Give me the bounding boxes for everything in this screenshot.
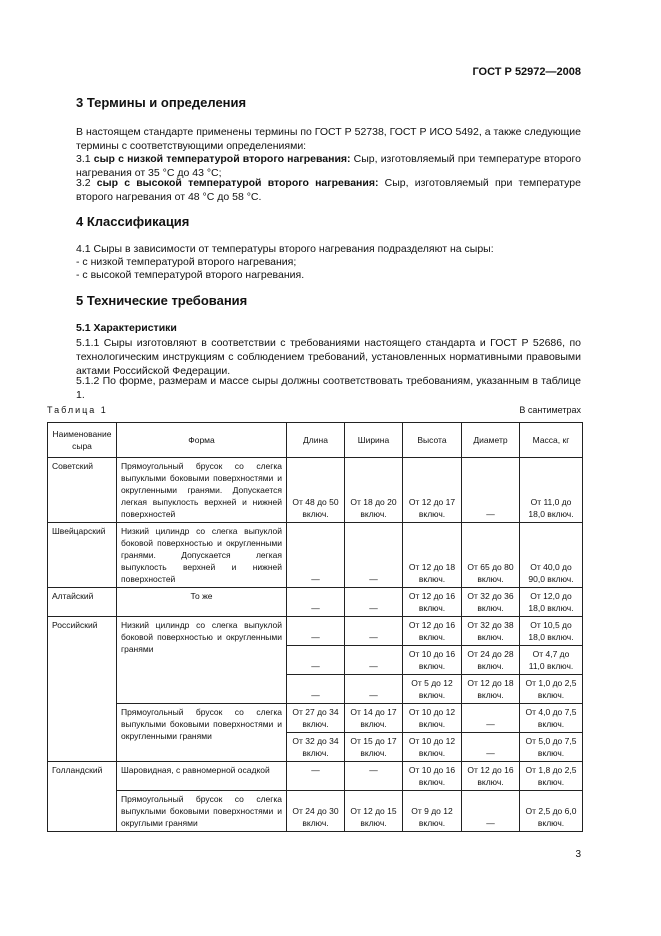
cell-length: — bbox=[287, 646, 345, 675]
cell-diameter: — bbox=[462, 704, 520, 733]
cell-width: — bbox=[345, 523, 403, 588]
cell-height: От 12 до 16 включ. bbox=[403, 588, 462, 617]
table-row bbox=[48, 458, 583, 523]
cell-form: Шаровидная, с равномерной осадкой bbox=[117, 762, 287, 791]
cell-form: Прямоугольный брусок со слегка выпуклыми боковыми поверхностями и округленными гранями bbox=[117, 704, 287, 762]
cell-length: — bbox=[287, 617, 345, 646]
cell-diameter: От 32 до 38 включ. bbox=[462, 617, 520, 646]
cell-name: Советский bbox=[48, 458, 117, 523]
page-number: 3 bbox=[575, 849, 581, 860]
term-number: 3.1 bbox=[76, 153, 91, 165]
cell-mass: От 5,0 до 7,5 включ. bbox=[520, 733, 583, 762]
table-row bbox=[48, 762, 583, 791]
cell-mass: От 12,0 до 18,0 включ. bbox=[520, 588, 583, 617]
table-caption: Таблица 1 bbox=[47, 405, 108, 415]
table-row bbox=[48, 588, 583, 617]
cell-form: Прямоугольный брусок со слегка выпуклыми боковыми поверхностями и округленными гранями. Допускается легкая выпуклость верхней и нижней поверхностей bbox=[117, 458, 287, 523]
cell-width: От 15 до 17 включ. bbox=[345, 733, 403, 762]
section-4-paragraph: 4.1 Сыры в зависимости от температуры второго нагревания подразделяют на сыры: bbox=[76, 243, 494, 255]
cell-height: От 10 до 12 включ. bbox=[403, 704, 462, 733]
header-width: Ширина bbox=[345, 423, 403, 458]
cell-name: Швейцарский bbox=[48, 523, 117, 588]
cell-diameter: От 24 до 28 включ. bbox=[462, 646, 520, 675]
cell-length: — bbox=[287, 523, 345, 588]
cell-width: От 18 до 20 включ. bbox=[345, 458, 403, 523]
cell-height: От 5 до 12 включ. bbox=[403, 675, 462, 704]
cheese-table bbox=[47, 422, 583, 832]
cell-mass: От 1,0 до 2,5 включ. bbox=[520, 675, 583, 704]
cell-length: От 32 до 34 включ. bbox=[287, 733, 345, 762]
cell-height: От 10 до 12 включ. bbox=[403, 733, 462, 762]
section-4-bullet-1: - с низкой температурой второго нагревания; bbox=[76, 256, 297, 268]
table-row bbox=[48, 617, 583, 646]
header-name: Наименование сыра bbox=[48, 423, 117, 458]
cell-diameter: — bbox=[462, 733, 520, 762]
cell-diameter: — bbox=[462, 458, 520, 523]
cell-height: От 12 до 16 включ. bbox=[403, 617, 462, 646]
cell-height: От 9 до 12 включ. bbox=[403, 791, 462, 832]
cell-mass: От 4,0 до 7,5 включ. bbox=[520, 704, 583, 733]
header-form: Форма bbox=[117, 423, 287, 458]
term-definition: Сыр, изготовляемый при температуре второго нагревания от 35 °С до 43 °С; bbox=[76, 153, 581, 179]
cell-length: — bbox=[287, 588, 345, 617]
cell-width: — bbox=[345, 762, 403, 791]
header-mass: Масса, кг bbox=[520, 423, 583, 458]
table-header-row bbox=[48, 423, 583, 458]
cell-name: Алтайский bbox=[48, 588, 117, 617]
cell-height: От 10 до 16 включ. bbox=[403, 762, 462, 791]
cell-length: От 48 до 50 включ. bbox=[287, 458, 345, 523]
header-diameter: Диаметр bbox=[462, 423, 520, 458]
cell-form: Низкий цилиндр со слегка выпуклой боковой поверхностью и округленными гранями. Допускается легкая выпуклость верхней и нижней поверхностей bbox=[117, 523, 287, 588]
cell-form: Прямоугольный брусок со слегка выпуклыми боковыми поверхностями и округлыми гранями bbox=[117, 791, 287, 832]
term-number: 3.2 bbox=[76, 177, 91, 189]
header-height: Высота bbox=[403, 423, 462, 458]
cell-diameter: — bbox=[462, 791, 520, 832]
cell-width: — bbox=[345, 646, 403, 675]
cell-name: Российский bbox=[48, 617, 117, 762]
cell-mass: От 40,0 до 90,0 включ. bbox=[520, 523, 583, 588]
header-length: Длина bbox=[287, 423, 345, 458]
paragraph-5-1-1: 5.1.1 Сыры изготовляют в соответствии с требованиями настоящего стандарта и ГОСТ Р 52686, по технологическим инструкциям с соблюдением требований, установленных нормативными правовыми актами Российской Федерации. bbox=[76, 337, 581, 377]
cell-length: — bbox=[287, 762, 345, 791]
cell-length: От 24 до 30 включ. bbox=[287, 791, 345, 832]
table-unit: В сантиметрах bbox=[519, 405, 581, 415]
term-name: сыр с высокой температурой второго нагревания: bbox=[96, 177, 379, 189]
standard-id: ГОСТ Р 52972—2008 bbox=[472, 66, 581, 78]
term-name: сыр с низкой температурой второго нагревания: bbox=[93, 153, 351, 165]
cell-length: — bbox=[287, 675, 345, 704]
cell-diameter: От 65 до 80 включ. bbox=[462, 523, 520, 588]
term-definition: Сыр, изготовляемый при температуре второго нагревания от 48 °С до 58 °С. bbox=[76, 177, 581, 203]
section-4-bullet-2: - с высокой температурой второго нагревания. bbox=[76, 269, 305, 281]
cell-mass: От 4,7 до 11,0 включ. bbox=[520, 646, 583, 675]
cell-height: От 12 до 17 включ. bbox=[403, 458, 462, 523]
cell-width: — bbox=[345, 675, 403, 704]
table-row bbox=[48, 704, 583, 733]
cell-mass: От 2,5 до 6,0 включ. bbox=[520, 791, 583, 832]
cell-form: То же bbox=[117, 588, 287, 617]
cell-diameter: От 12 до 16 включ. bbox=[462, 762, 520, 791]
term-3-2 bbox=[76, 176, 581, 204]
cell-width: От 12 до 15 включ. bbox=[345, 791, 403, 832]
section-3-heading: 3 Термины и определения bbox=[76, 95, 247, 110]
cell-diameter: От 32 до 36 включ. bbox=[462, 588, 520, 617]
paragraph-5-1-2: 5.1.2 По форме, размерам и массе сыры должны соответствовать требованиям, указанным в таблице 1. bbox=[76, 375, 581, 401]
table-row bbox=[48, 791, 583, 832]
cell-width: От 14 до 17 включ. bbox=[345, 704, 403, 733]
subsection-5-1: 5.1 Характеристики bbox=[76, 322, 177, 334]
cell-width: — bbox=[345, 617, 403, 646]
cell-height: От 10 до 16 включ. bbox=[403, 646, 462, 675]
cell-height: От 12 до 18 включ. bbox=[403, 523, 462, 588]
table-row bbox=[48, 523, 583, 588]
cell-mass: От 1,8 до 2,5 включ. bbox=[520, 762, 583, 791]
cell-length: От 27 до 34 включ. bbox=[287, 704, 345, 733]
section-3-intro: В настоящем стандарте применены термины по ГОСТ Р 52738, ГОСТ Р ИСО 5492, а также следующие термины с соответствующими определениями: bbox=[76, 126, 581, 152]
section-4-heading: 4 Классификация bbox=[76, 214, 190, 229]
cell-width: — bbox=[345, 588, 403, 617]
cell-mass: От 11,0 до 18,0 включ. bbox=[520, 458, 583, 523]
cell-diameter: От 12 до 18 включ. bbox=[462, 675, 520, 704]
cell-form: Низкий цилиндр со слегка выпуклой боковой поверхностью и округленными гранями bbox=[117, 617, 287, 704]
cell-name: Голландский bbox=[48, 762, 117, 832]
section-5-heading: 5 Технические требования bbox=[76, 293, 248, 308]
cell-mass: От 10,5 до 18,0 включ. bbox=[520, 617, 583, 646]
